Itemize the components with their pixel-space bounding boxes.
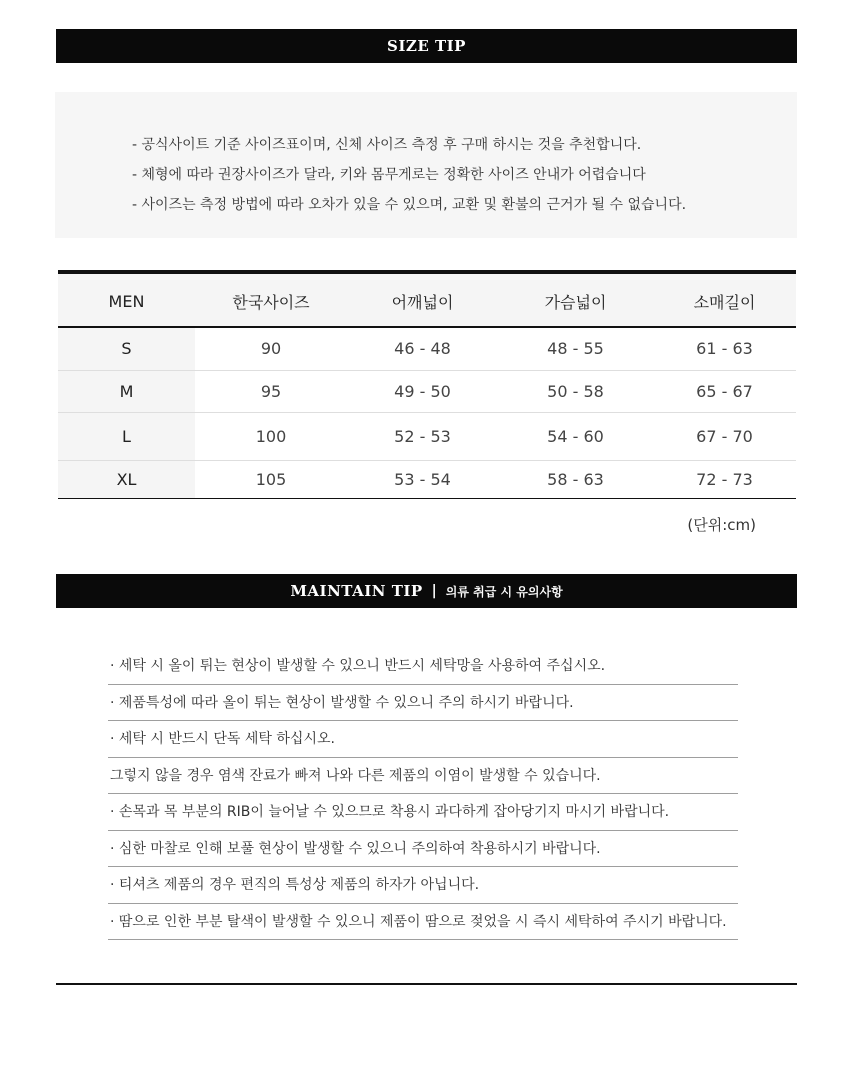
list-item: · 세탁 시 반드시 단독 세탁 하십시오. [108,721,738,758]
header-men: MEN [58,272,195,327]
size-label: S [58,327,195,370]
korean-size-cell: 90 [195,327,347,370]
list-item: 그렇지 않을 경우 염색 잔료가 빠져 나와 다른 제품의 이염이 발생할 수 있습니다. [108,758,738,795]
sleeve-cell: 65 - 67 [653,370,796,412]
korean-size-cell: 105 [195,460,347,498]
chest-cell: 50 - 58 [498,370,653,412]
size-label: M [58,370,195,412]
list-item: · 땀으로 인한 부분 탈색이 발생할 수 있으니 제품이 땀으로 젖었을 시 즉시 세탁하여 주시기 바랍니다. [108,904,738,941]
table-row [58,370,796,412]
shoulder-cell: 49 - 50 [347,370,498,412]
size-tip-title: SIZE TIP [387,37,466,55]
list-item: · 심한 마찰로 인해 보풀 현상이 발생할 수 있으니 주의하여 착용하시기 바랍니다. [108,831,738,868]
table-row [58,460,796,498]
header-shoulder-width: 어깨넓이 [347,272,498,327]
table-row [58,412,796,460]
size-note: - 체형에 따라 권장사이즈가 달라, 키와 몸무게로는 정확한 사이즈 안내가 어렵습니다 [132,167,646,183]
shoulder-cell: 53 - 54 [347,460,498,498]
size-note: - 공식사이트 기준 사이즈표이며, 신체 사이즈 측정 후 구매 하시는 것을 추천합니다. [132,137,642,153]
chest-cell: 58 - 63 [498,460,653,498]
list-item: · 제품특성에 따라 올이 튀는 현상이 발생할 수 있으니 주의 하시기 바랍니다. [108,685,738,722]
care-instructions-list [108,648,738,940]
bottom-divider [56,983,797,985]
maintain-tip-title: MAINTAIN TIP [290,582,423,600]
list-item: · 세탁 시 올이 튀는 현상이 발생할 수 있으니 반드시 세탁망을 사용하여 주십시오. [108,648,738,685]
size-table [58,270,796,499]
title-separator: | [431,583,437,599]
size-tip-header [56,29,797,63]
maintain-tip-subtitle: 의류 취급 시 유의사항 [445,584,563,599]
size-label: XL [58,460,195,498]
shoulder-cell: 52 - 53 [347,412,498,460]
korean-size-cell: 100 [195,412,347,460]
header-sleeve-length: 소매길이 [653,272,796,327]
list-item: · 손목과 목 부분의 RIB이 늘어날 수 있으므로 착용시 과다하게 잡아당기지 마시기 바랍니다. [108,794,738,831]
size-note: - 사이즈는 측정 방법에 따라 오차가 있을 수 있으며, 교환 및 환불의 근거가 될 수 없습니다. [132,197,687,213]
chest-cell: 48 - 55 [498,327,653,370]
unit-label: (단위:cm) [687,516,756,534]
korean-size-cell: 95 [195,370,347,412]
table-row [58,327,796,370]
list-item: · 티셔츠 제품의 경우 편직의 특성상 제품의 하자가 아닙니다. [108,867,738,904]
header-korean-size: 한국사이즈 [195,272,347,327]
maintain-tip-header [56,574,797,608]
size-table-header-row [58,272,796,327]
sleeve-cell: 61 - 63 [653,327,796,370]
sleeve-cell: 67 - 70 [653,412,796,460]
sleeve-cell: 72 - 73 [653,460,796,498]
shoulder-cell: 46 - 48 [347,327,498,370]
size-label: L [58,412,195,460]
header-chest-width: 가슴넓이 [498,272,653,327]
size-notes-box [55,92,797,238]
chest-cell: 54 - 60 [498,412,653,460]
